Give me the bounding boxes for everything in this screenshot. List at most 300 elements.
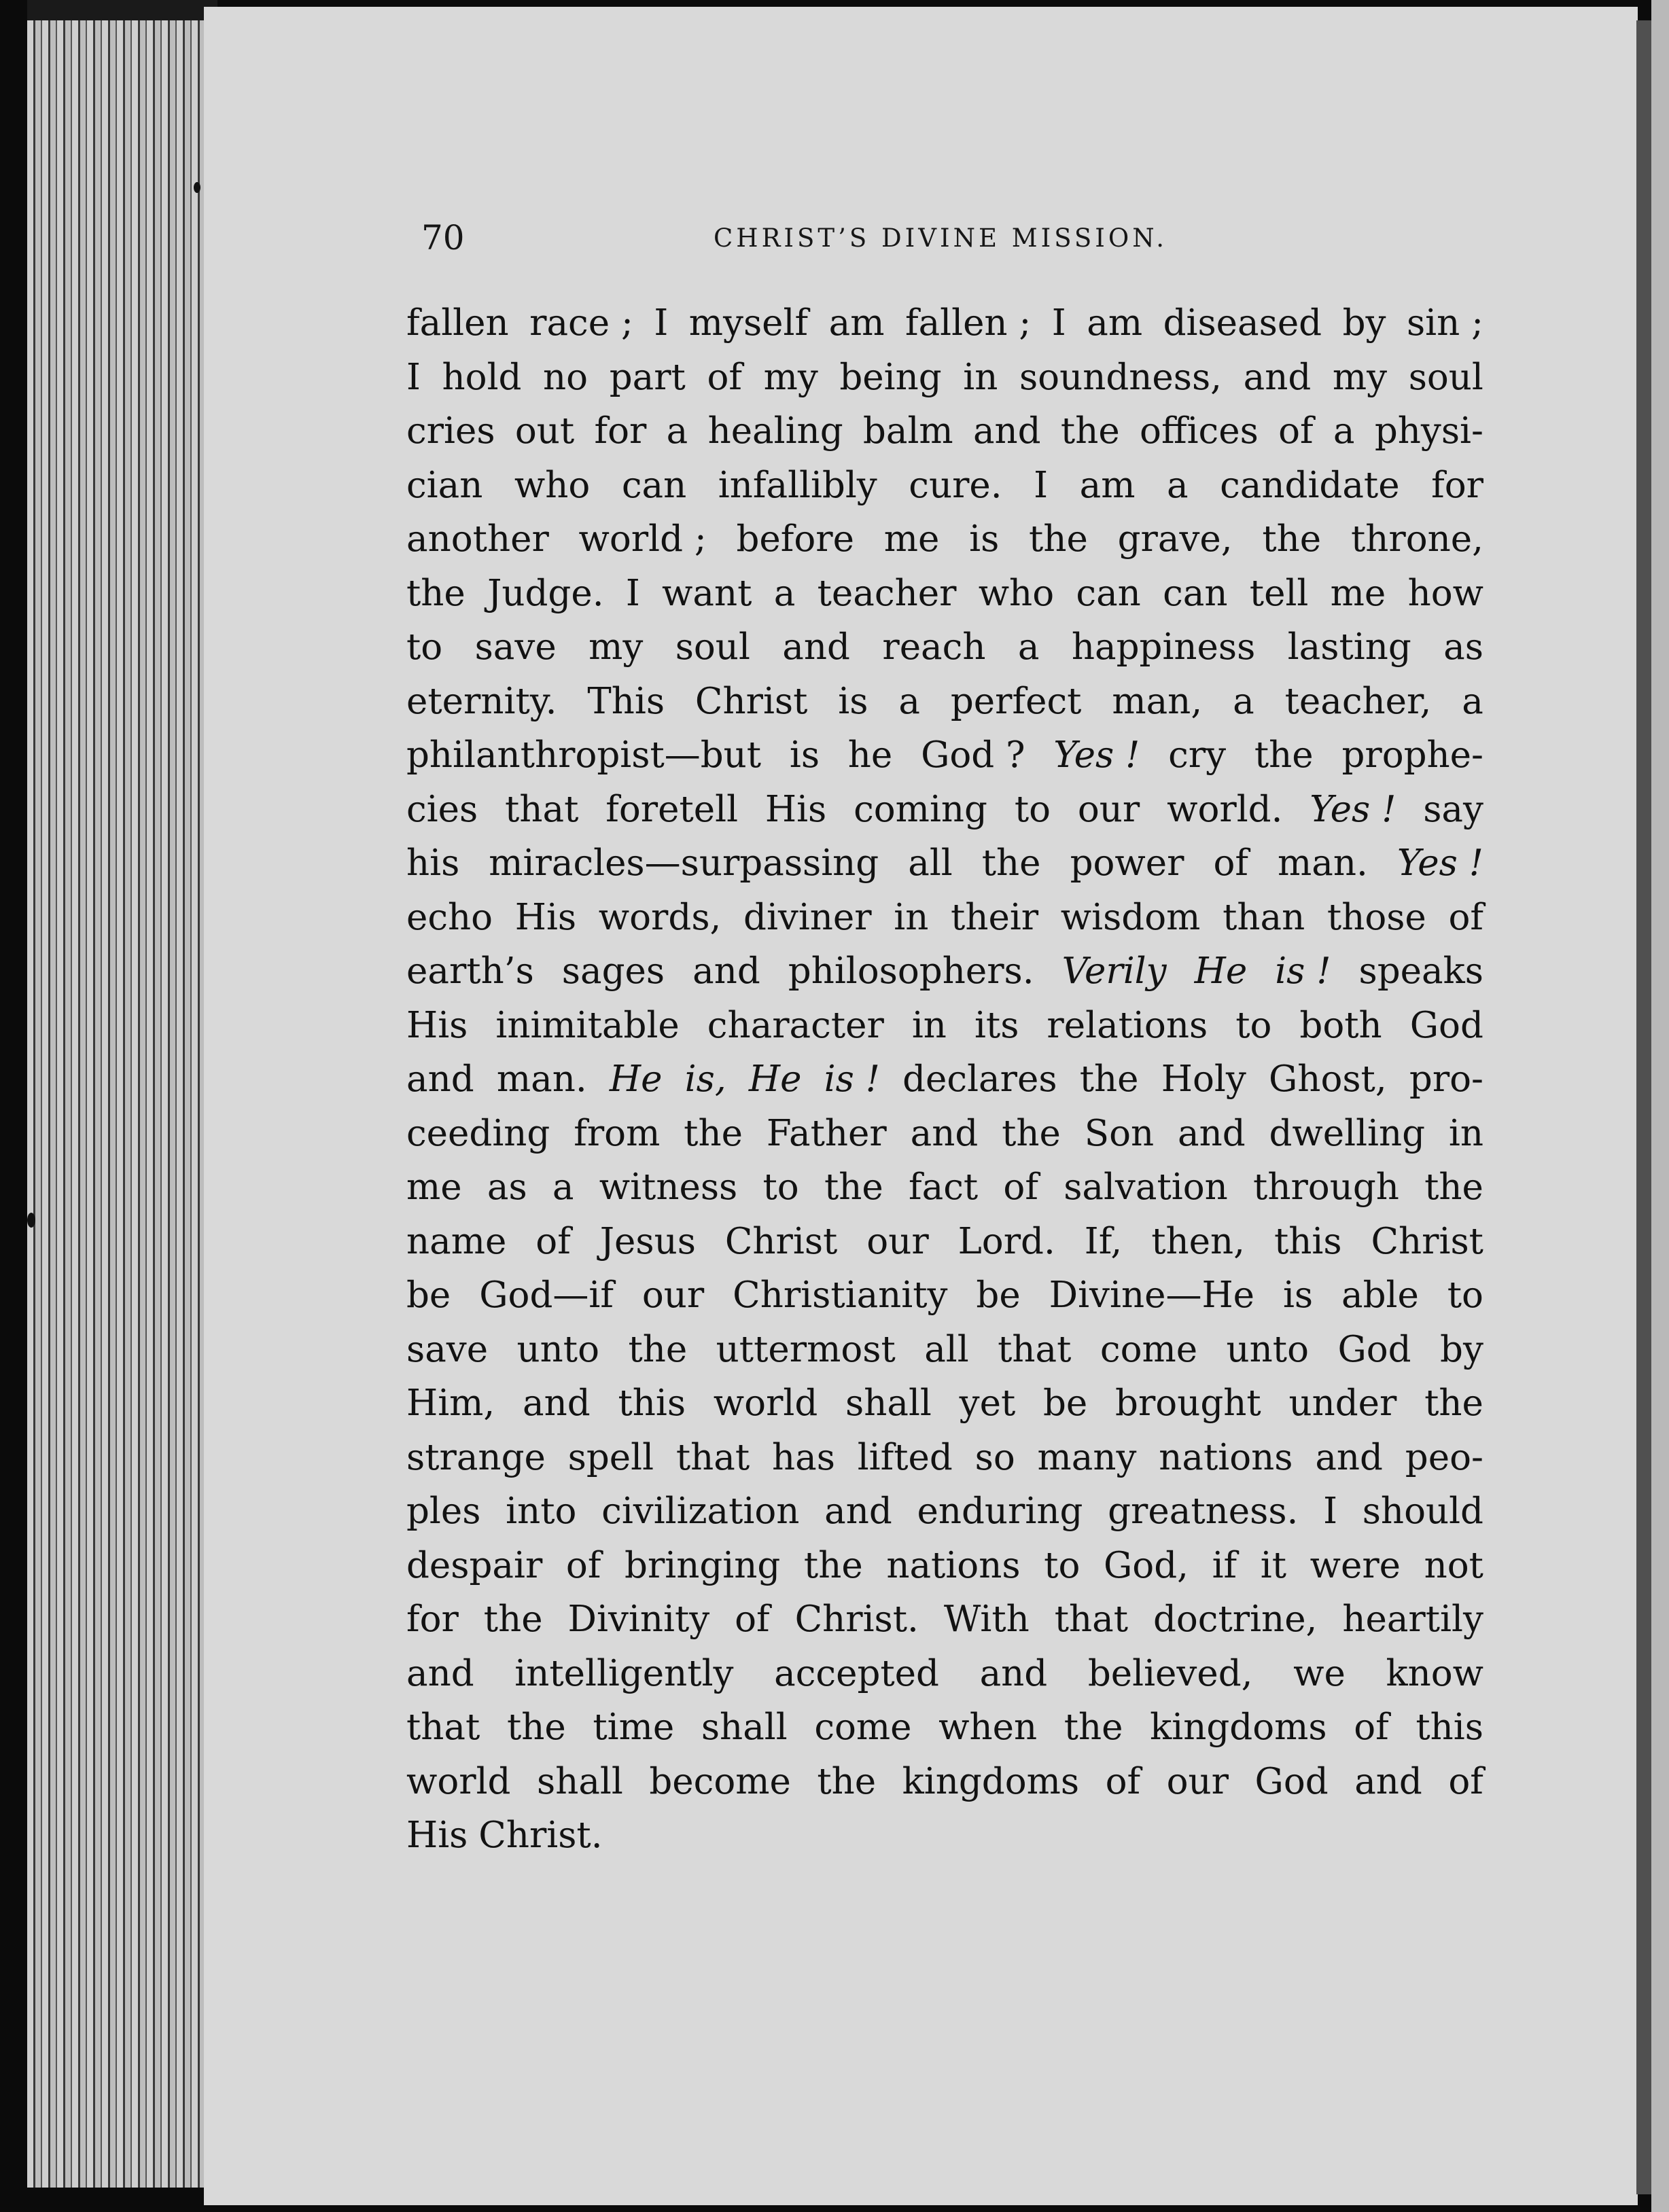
word: world [406, 1760, 511, 1802]
word: kingdoms [1150, 1707, 1327, 1748]
word: doctrine, [1153, 1599, 1318, 1640]
word: words, [598, 896, 722, 938]
word: this [1273, 1220, 1342, 1262]
page-number: 70 [421, 218, 465, 257]
word: world ; [578, 518, 707, 560]
text-line [406, 567, 1483, 621]
word: fact [908, 1166, 979, 1208]
word: and [972, 410, 1041, 452]
word: prophe- [1341, 734, 1483, 776]
text-line [406, 1592, 1483, 1647]
word: God ? [921, 734, 1025, 776]
word: God [1409, 1004, 1483, 1046]
word: our [1077, 788, 1140, 830]
word: the [1424, 1382, 1483, 1424]
word: those [1327, 896, 1426, 938]
italic-word: He [748, 1058, 802, 1100]
word: I [1034, 464, 1049, 506]
word: the [803, 1544, 863, 1586]
word: of [707, 356, 742, 398]
word: spell [567, 1436, 654, 1478]
word: perfect [950, 680, 1082, 722]
word: a [1017, 626, 1040, 668]
word: and [1243, 356, 1312, 398]
word: of [1278, 410, 1314, 452]
text-line [406, 1755, 1483, 1809]
word: cian [406, 464, 483, 506]
word: Christ [695, 680, 808, 722]
word: out [514, 410, 575, 452]
word: man. [496, 1058, 587, 1100]
word: know [1386, 1652, 1483, 1694]
word: from [574, 1112, 661, 1154]
word: through [1253, 1166, 1399, 1208]
word: the [1254, 734, 1314, 776]
italic-word: He [1194, 950, 1248, 992]
word: of [1448, 896, 1483, 938]
word: nations [1159, 1436, 1293, 1478]
word: for [594, 410, 647, 452]
word: Christ. [478, 1815, 603, 1856]
text-line [406, 1376, 1483, 1431]
word: I [625, 572, 640, 614]
word: our [1166, 1760, 1229, 1802]
word: character [707, 1004, 884, 1046]
word: save [474, 626, 557, 668]
scan-speck [27, 1213, 35, 1228]
word: in [911, 1004, 947, 1046]
word: unto [1226, 1328, 1310, 1370]
word: is [1282, 1274, 1314, 1316]
word: shall [537, 1760, 623, 1802]
word: Him, [406, 1382, 495, 1424]
word: Judge. [487, 572, 604, 614]
word: His [514, 896, 577, 938]
word: strange [406, 1436, 546, 1478]
text-line [406, 891, 1483, 945]
word: the [1079, 1058, 1139, 1100]
word: should [1362, 1491, 1483, 1532]
word: His [765, 788, 827, 830]
italic-word: Yes ! [1053, 734, 1140, 776]
word: the [1262, 518, 1322, 560]
word: I [1051, 302, 1066, 344]
text-line [406, 1647, 1483, 1701]
word: of [1213, 842, 1248, 884]
word: uttermost [716, 1328, 896, 1370]
word: This [587, 680, 665, 722]
word: diseased [1163, 302, 1322, 344]
word: then, [1151, 1220, 1245, 1262]
text-line [406, 1323, 1483, 1377]
word: Father [766, 1112, 887, 1154]
word: the [406, 572, 465, 614]
word: the [483, 1599, 543, 1640]
word: peo- [1405, 1436, 1483, 1478]
word: all [924, 1328, 969, 1370]
word: enduring [917, 1491, 1083, 1532]
word: under [1288, 1382, 1397, 1424]
word: soul [675, 626, 750, 668]
word: is [969, 518, 1000, 560]
italic-word: is ! [1275, 950, 1331, 992]
italic-word: is ! [824, 1058, 880, 1100]
italic-word: Yes ! [1310, 788, 1396, 830]
word: so [974, 1436, 1015, 1478]
word: teacher [817, 572, 957, 614]
word: me [883, 518, 940, 560]
word: no [543, 356, 588, 398]
word: man, [1112, 680, 1203, 722]
word: save [406, 1328, 489, 1370]
word: my [763, 356, 818, 398]
word: If, [1084, 1220, 1123, 1262]
word: lifted [857, 1436, 953, 1478]
word: relations [1047, 1004, 1208, 1046]
word: candidate [1220, 464, 1400, 506]
word: want [662, 572, 752, 614]
word: man. [1278, 842, 1368, 884]
word: soul [1408, 356, 1483, 398]
word: me [1330, 572, 1386, 614]
text-line [406, 351, 1483, 405]
word: as [487, 1166, 527, 1208]
word: ceeding [406, 1112, 550, 1154]
text-line [406, 675, 1483, 729]
word: can [1163, 572, 1228, 614]
word: unto [516, 1328, 600, 1370]
word: is [789, 734, 820, 776]
word: my [1332, 356, 1388, 398]
word: With [943, 1599, 1030, 1640]
word: ples [406, 1491, 481, 1532]
word: in [1448, 1112, 1483, 1154]
word: nations [886, 1544, 1021, 1586]
word: grave, [1117, 518, 1233, 560]
gutter-shadow [1636, 20, 1651, 2194]
word: if [1212, 1544, 1237, 1586]
word: we [1293, 1652, 1346, 1694]
word: in [963, 356, 998, 398]
word: shall [701, 1707, 788, 1748]
word: a [1462, 680, 1483, 722]
word: come [814, 1707, 912, 1748]
word: philosophers. [788, 950, 1034, 992]
word: being [839, 356, 942, 398]
word: for [406, 1599, 459, 1640]
word: be [406, 1274, 451, 1316]
italic-word: Verily [1061, 950, 1167, 992]
italic-word: Yes ! [1396, 842, 1483, 884]
word: before [736, 518, 855, 560]
word: say [1423, 788, 1483, 830]
word: name [406, 1220, 507, 1262]
word: myself [688, 302, 809, 344]
word: their [951, 896, 1039, 938]
text-line [406, 944, 1483, 999]
word: God—if [479, 1274, 614, 1316]
italic-word: is, [684, 1058, 726, 1100]
text-line [406, 1052, 1483, 1107]
word: by [1440, 1328, 1483, 1370]
word: and [692, 950, 760, 992]
word: he [847, 734, 893, 776]
word: of [565, 1544, 601, 1586]
word: healing [707, 410, 843, 452]
word: Christ [1371, 1220, 1483, 1262]
text-line [406, 1268, 1483, 1323]
word: come [1100, 1328, 1198, 1370]
word: Lord. [958, 1220, 1055, 1262]
word: his [406, 842, 460, 884]
word: believed, [1087, 1652, 1253, 1694]
word: dwelling [1269, 1112, 1426, 1154]
word: me [406, 1166, 462, 1208]
text-line [406, 404, 1483, 459]
word: physi- [1374, 410, 1483, 452]
word: world [713, 1382, 818, 1424]
word: who [978, 572, 1055, 614]
word: am [828, 302, 885, 344]
word: and [406, 1058, 474, 1100]
word: the [1029, 518, 1088, 560]
word: kingdoms [902, 1760, 1080, 1802]
word: by [1342, 302, 1386, 344]
word: able [1341, 1274, 1419, 1316]
word: a [1233, 680, 1254, 722]
text-line [406, 459, 1483, 513]
word: offices [1140, 410, 1259, 452]
word: to [1044, 1544, 1081, 1586]
word: earth’s [406, 950, 534, 992]
word: not [1424, 1544, 1483, 1586]
word: reach [882, 626, 986, 668]
word: and [1354, 1760, 1422, 1802]
word: wisdom [1060, 896, 1201, 938]
word: that [505, 788, 579, 830]
text-line [406, 783, 1483, 837]
word: to [1235, 1004, 1272, 1046]
page-header [421, 214, 1216, 268]
body-text [406, 296, 1483, 1863]
word: a [666, 410, 688, 452]
text-line [406, 1700, 1483, 1755]
word: and [979, 1652, 1048, 1694]
word: Christianity [733, 1274, 948, 1316]
word: am [1079, 464, 1136, 506]
word: of [1003, 1166, 1038, 1208]
word: Divine—He [1049, 1274, 1255, 1316]
word: Divinity [567, 1599, 710, 1640]
word: hold [442, 356, 522, 398]
word: become [649, 1760, 791, 1802]
word: were [1310, 1544, 1401, 1586]
word: Christ [724, 1220, 838, 1262]
word: and [1315, 1436, 1383, 1478]
word: Son [1084, 1112, 1155, 1154]
text-line [406, 1215, 1483, 1269]
word: philanthropist—but [406, 734, 762, 776]
word: infallibly [718, 464, 877, 506]
text-line [406, 1808, 1483, 1863]
word: has [772, 1436, 835, 1478]
word: am [1087, 302, 1143, 344]
word: the [684, 1112, 743, 1154]
stacked-page-edges [27, 20, 217, 2188]
word: the [1002, 1112, 1061, 1154]
word: Christ. [794, 1599, 919, 1640]
text-line [406, 1160, 1483, 1215]
word: witness [599, 1166, 738, 1208]
word: of [535, 1220, 571, 1262]
word: the [981, 842, 1041, 884]
word: a [898, 680, 920, 722]
word: heartily [1342, 1599, 1483, 1640]
word: cry [1168, 734, 1227, 776]
word: God, [1103, 1544, 1189, 1586]
text-line [406, 836, 1483, 891]
word: cries [406, 410, 495, 452]
word: foretell [605, 788, 739, 830]
word: be [976, 1274, 1021, 1316]
text-line [406, 512, 1483, 567]
word: as [1443, 626, 1483, 668]
word: can [1076, 572, 1141, 614]
word: race ; [529, 302, 633, 344]
word: civilization [601, 1491, 800, 1532]
word: salvation [1064, 1166, 1228, 1208]
word: the [506, 1707, 566, 1748]
word: that [1054, 1599, 1129, 1640]
word: a [1166, 464, 1189, 506]
word: many [1037, 1436, 1137, 1478]
word: intelligently [514, 1652, 734, 1694]
word: to [762, 1166, 799, 1208]
text-line [406, 1539, 1483, 1593]
word: the [817, 1760, 877, 1802]
text-line [406, 999, 1483, 1053]
word: Ghost, [1268, 1058, 1387, 1100]
word: throne, [1350, 518, 1483, 560]
word: His [406, 1004, 468, 1046]
word: of [1354, 1707, 1389, 1748]
word: power [1070, 842, 1184, 884]
word: and [406, 1652, 474, 1694]
running-head: CHRIST’S DIVINE MISSION. [714, 224, 1167, 253]
word: happiness [1071, 626, 1256, 668]
word: declares [902, 1058, 1057, 1100]
word: sin ; [1406, 302, 1483, 344]
word: is [838, 680, 868, 722]
word: echo [406, 896, 493, 938]
word: a [1333, 410, 1355, 452]
word: teacher, [1284, 680, 1432, 722]
word: I [654, 302, 669, 344]
word: cies [406, 788, 478, 830]
word: the [1060, 410, 1120, 452]
word: God [1254, 1760, 1329, 1802]
word: brought [1115, 1382, 1261, 1424]
word: my [588, 626, 644, 668]
word: tell [1249, 572, 1309, 614]
word: eternity. [406, 680, 557, 722]
word: and [1177, 1112, 1246, 1154]
word: all [908, 842, 953, 884]
word: this [1416, 1707, 1483, 1748]
text-line [406, 1484, 1483, 1539]
word: than [1223, 896, 1305, 938]
word: greatness. [1108, 1491, 1299, 1532]
word: and [824, 1491, 892, 1532]
word: yet [959, 1382, 1016, 1424]
word: that [406, 1707, 480, 1748]
word: the [1424, 1166, 1483, 1208]
italic-word: He [609, 1058, 663, 1100]
facing-page-edge [1651, 0, 1669, 2212]
word: and [782, 626, 850, 668]
word: Jesus [599, 1220, 696, 1262]
word: who [514, 464, 591, 506]
word: cure. [909, 464, 1002, 506]
word: fallen [406, 302, 509, 344]
word: it [1260, 1544, 1287, 1586]
word: be [1043, 1382, 1088, 1424]
word: the [1064, 1707, 1123, 1748]
word: miracles—surpassing [489, 842, 879, 884]
word: pro- [1409, 1058, 1483, 1100]
word: accepted [774, 1652, 939, 1694]
text-line [406, 728, 1483, 783]
word: and [523, 1382, 591, 1424]
word: time [593, 1707, 675, 1748]
word: His [406, 1815, 468, 1856]
word: shall [845, 1382, 932, 1424]
word: soundness, [1019, 356, 1223, 398]
word: and [910, 1112, 979, 1154]
text-line [406, 296, 1483, 351]
word: a [773, 572, 796, 614]
word: to [406, 626, 443, 668]
word: into [506, 1491, 577, 1532]
word: the [824, 1166, 883, 1208]
word: that [998, 1328, 1072, 1370]
text-line [406, 1431, 1483, 1485]
word: how [1407, 572, 1483, 614]
word: speaks [1358, 950, 1483, 992]
word: our [642, 1274, 705, 1316]
word: both [1299, 1004, 1382, 1046]
word: to [1014, 788, 1051, 830]
word: diviner [743, 896, 872, 938]
word: to [1447, 1274, 1483, 1316]
word: world. [1167, 788, 1283, 830]
word: the [628, 1328, 688, 1370]
word: of [1105, 1760, 1141, 1802]
scan-speck [194, 182, 200, 193]
word: that [675, 1436, 750, 1478]
word: coming [854, 788, 987, 830]
word: our [866, 1220, 929, 1262]
word: I [1323, 1491, 1338, 1532]
word: another [406, 518, 549, 560]
word: Holy [1161, 1058, 1246, 1100]
word: inimitable [495, 1004, 680, 1046]
word: when [938, 1707, 1038, 1748]
text-line [406, 620, 1483, 675]
word: lasting [1287, 626, 1411, 668]
word: of [735, 1599, 770, 1640]
word: part [609, 356, 686, 398]
